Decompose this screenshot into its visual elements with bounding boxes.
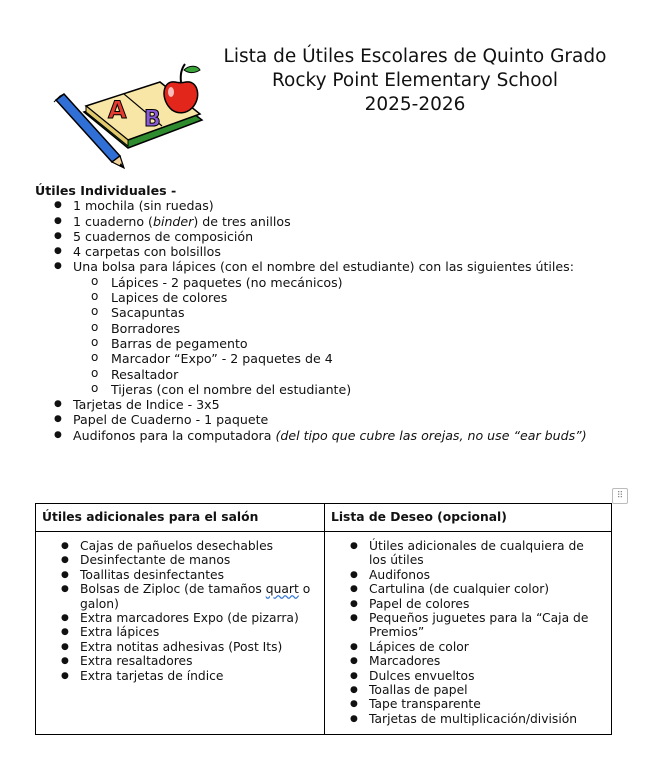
sub-list-item: o Lapices de colores <box>111 290 635 305</box>
item-text: Audifonos para la computadora <box>73 427 276 443</box>
classroom-supplies-header: Útiles adicionales para el salón <box>36 504 325 532</box>
title-line-1: Lista de Útiles Escolares de Quinto Grado <box>223 46 607 67</box>
list-item: ● Extra lápices <box>80 625 318 639</box>
list-item: ● Audifonos <box>369 568 605 582</box>
sub-list-item: o Lápices - 2 paquetes (no mecánicos) <box>111 275 635 290</box>
list-item: ● Lápices de color <box>369 640 605 654</box>
list-item: ● 4 carpetas con bolsillos <box>73 244 635 259</box>
wish-list-cell <box>325 532 612 735</box>
list-item <box>73 428 635 443</box>
wish-list-header: Lista de Deseo (opcional) <box>325 504 612 532</box>
list-item: ● Pequeños juguetes para la “Caja de Premios” <box>369 611 605 640</box>
list-item: ● 1 mochila (sin ruedas) <box>73 198 635 213</box>
classroom-supplies-list <box>36 532 324 691</box>
item-text: 1 cuaderno ( <box>73 213 153 229</box>
sub-list-item: o Sacapuntas <box>111 305 635 320</box>
item-text: ) de tres anillos <box>193 213 291 229</box>
list-item <box>73 259 635 397</box>
classroom-supplies-cell <box>36 532 325 735</box>
individual-supplies-section <box>35 183 635 443</box>
supplies-table <box>35 503 612 735</box>
list-item: ● Toallitas desinfectantes <box>80 568 318 582</box>
title-line-2: Rocky Point Elementary School <box>272 70 558 91</box>
list-item: ● Tarjetas de multiplicación/división <box>369 712 605 726</box>
quart-word: quart <box>265 582 299 597</box>
list-item: ● Marcadores <box>369 654 605 668</box>
document-title <box>205 45 625 117</box>
list-item <box>73 214 635 229</box>
table-move-handle-icon[interactable]: ⠿ <box>612 488 628 504</box>
sub-list-item: o Barras de pegamento <box>111 336 635 351</box>
list-item: ● 5 cuadernos de composición <box>73 229 635 244</box>
list-item: ● Tarjetas de Indice - 3x5 <box>73 397 635 412</box>
letter-b: B <box>144 107 161 132</box>
sub-list-item: o Tijeras (con el nombre del estudiante) <box>111 382 635 397</box>
list-item: ● Dulces envueltos <box>369 669 605 683</box>
list-item: ● Útiles adicionales de cualquiera de los útiles <box>369 539 605 568</box>
books-apple-pencil-clipart <box>50 60 210 170</box>
list-item: ● Extra tarjetas de índice <box>80 669 318 683</box>
title-line-3: 2025-2026 <box>364 94 466 115</box>
list-item: ● Papel de Cuaderno - 1 paquete <box>73 412 635 427</box>
list-item: ● Extra resaltadores <box>80 654 318 668</box>
apple-icon <box>164 64 200 113</box>
list-item: ● Tape transparente <box>369 697 605 711</box>
item-text: Bolsas de Ziploc (de tamaños <box>80 582 266 597</box>
section-title: Útiles Individuales - <box>35 183 177 198</box>
list-item: ● Extra notitas adhesivas (Post Its) <box>80 640 318 654</box>
list-item: ● Toallas de papel <box>369 683 605 697</box>
wish-list <box>325 532 611 734</box>
list-item: ● Cajas de pañuelos desechables <box>80 539 318 553</box>
list-item: ● Cartulina (de cualquier color) <box>369 582 605 596</box>
item-text: o galon) <box>80 582 311 611</box>
item-text: Una bolsa para lápices (con el nombre del estudiante) con las siguientes útiles: <box>73 259 574 275</box>
binder-word: binder <box>152 213 194 229</box>
sub-list-item: o Borradores <box>111 321 635 336</box>
item-note: (del tipo que cubre las orejas, no use “ear buds”) <box>275 427 587 443</box>
pencil-bag-list <box>73 275 635 397</box>
list-item: ● Desinfectante de manos <box>80 553 318 567</box>
list-item: ● Papel de colores <box>369 597 605 611</box>
letter-a: A <box>108 96 127 124</box>
list-item <box>80 582 318 611</box>
sub-list-item: o Resaltador <box>111 367 635 382</box>
individual-supplies-list <box>35 198 635 443</box>
list-item: ● Extra marcadores Expo (de pizarra) <box>80 611 318 625</box>
sub-list-item: o Marcador “Expo” - 2 paquetes de 4 <box>111 351 635 366</box>
